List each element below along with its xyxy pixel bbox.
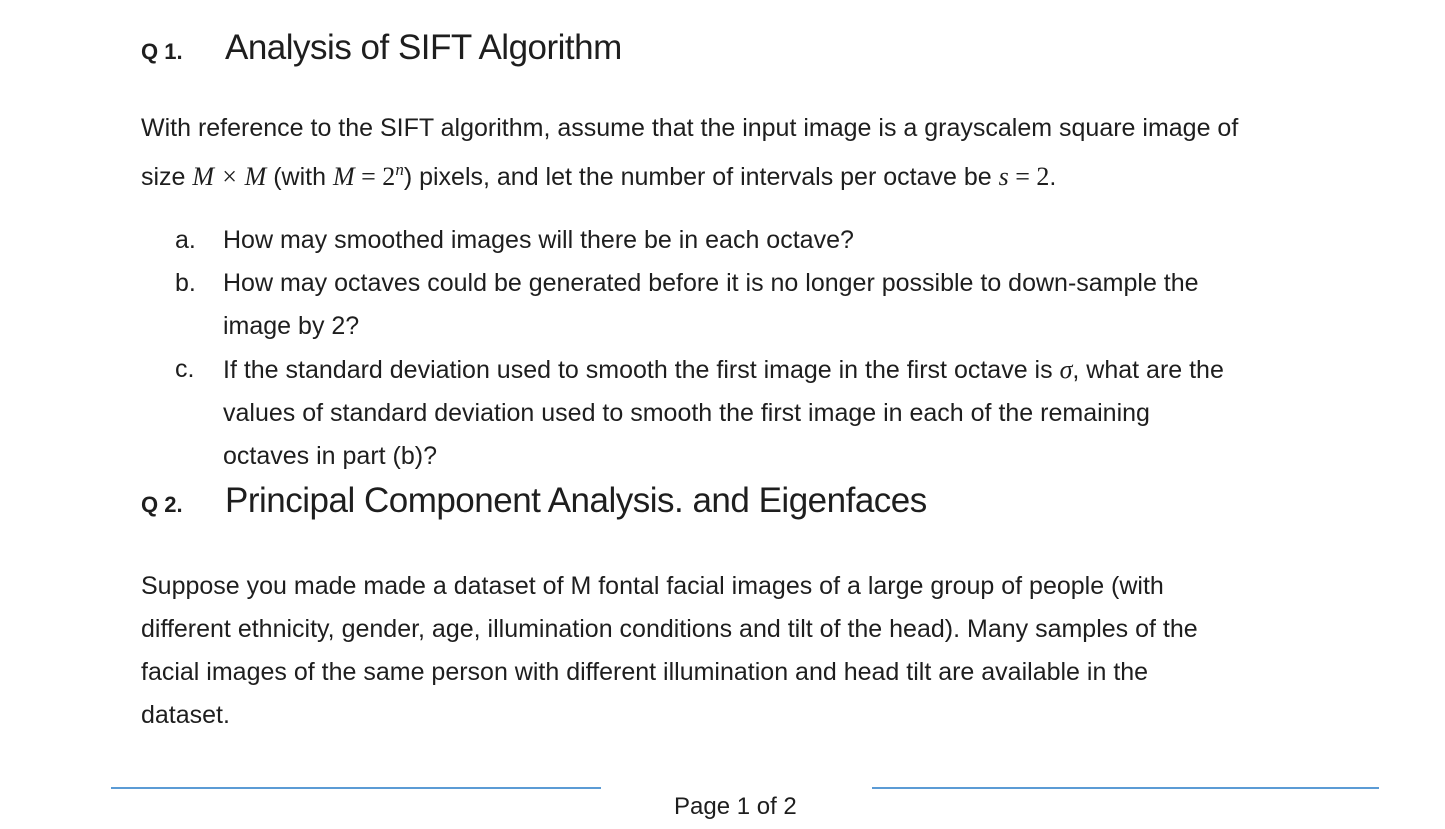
list-item	[175, 219, 1375, 262]
q1-intro-text: size	[141, 163, 193, 191]
q2-paragraph	[141, 565, 1381, 737]
sigma-symbol: σ	[1059, 355, 1073, 384]
q1-intro-line-2	[141, 149, 1381, 198]
q1-math-eq: = 2	[354, 162, 396, 191]
q2-line: dataset.	[141, 701, 230, 729]
list-item-text: values of standard deviation used to smooth the first image in each of the remaining	[223, 399, 1150, 427]
q1-intro-line-1: With reference to the SIFT algorithm, assume that the input image is a grayscalem square image of	[141, 114, 1239, 142]
list-item-text: How may octaves could be generated before it is no longer possible to down-sample the	[223, 269, 1199, 297]
q1-title: Analysis of SIFT Algorithm	[225, 28, 622, 67]
list-item-text: image by 2?	[223, 312, 360, 340]
list-item-text	[223, 348, 1375, 392]
q2-line: Suppose you made made a dataset of M fontal facial images of a large group of people (with	[141, 572, 1164, 600]
q1-heading	[141, 28, 622, 68]
list-marker: c.	[175, 355, 195, 383]
q1-intro-text: ) pixels, and let the number of intervals per octave be	[403, 163, 999, 191]
q1-math-s: s	[998, 162, 1009, 191]
q1-intro-text: .	[1049, 163, 1057, 191]
q1-number: Q 1.	[141, 39, 183, 64]
q1-math-exponent: n	[395, 160, 404, 179]
list-item-text: octaves in part (b)?	[223, 442, 437, 470]
list-item-text: How may smoothed images will there be in each octave?	[223, 226, 854, 254]
q2-heading	[141, 481, 927, 521]
list-marker: a.	[175, 226, 196, 254]
footer-divider-left	[111, 787, 601, 789]
q2-line: facial images of the same person with different illumination and head tilt are available in the	[141, 658, 1149, 686]
q2-line: different ethnicity, gender, age, illumination conditions and tilt of the head). Many samples of the	[141, 615, 1198, 643]
q1-intro-text: (with	[266, 163, 333, 191]
q2-title: Principal Component Analysis. and Eigenfaces	[225, 481, 927, 520]
q1-math-size: M × M	[192, 162, 267, 191]
list-item-text-part: , what are the	[1072, 356, 1224, 384]
list-marker: b.	[175, 269, 196, 297]
q2-number: Q 2.	[141, 492, 183, 517]
q1-intro-paragraph	[141, 107, 1381, 198]
footer-divider-right	[872, 787, 1379, 789]
list-item-text-part: If the standard deviation used to smooth the first image in the first octave is	[223, 356, 1060, 384]
list-item	[175, 348, 1375, 478]
page-number: Page 1 of 2	[674, 793, 797, 820]
q1-math-s-eq: = 2	[1008, 162, 1050, 191]
list-item	[175, 262, 1375, 348]
q1-math-m: M	[332, 162, 355, 191]
